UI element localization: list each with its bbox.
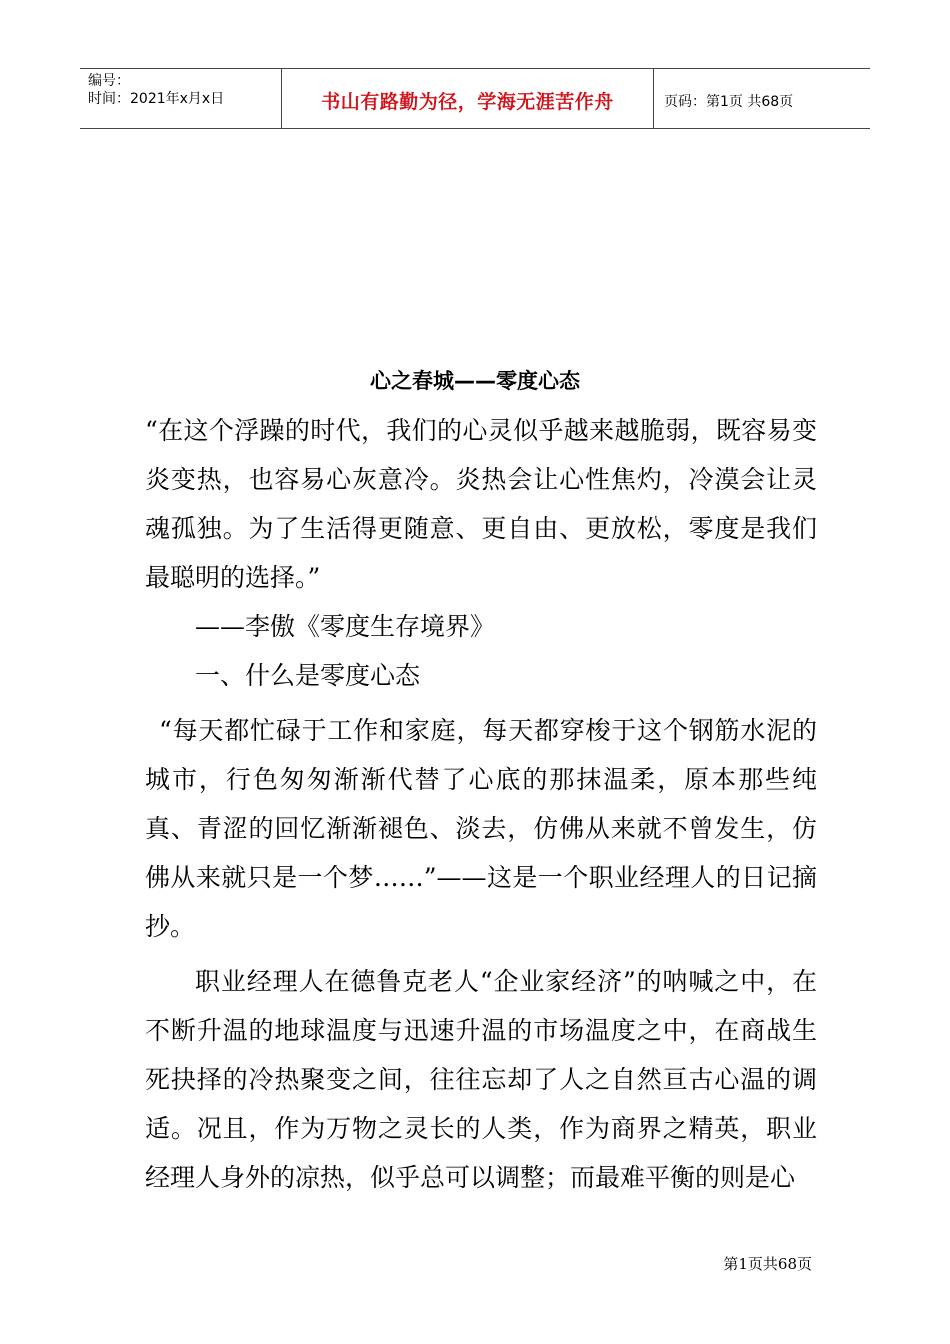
document-title: 心之春城——零度心态 — [370, 369, 580, 393]
header-page-number: 页码：第1页 共68页 — [664, 93, 794, 110]
serial-number-label: 编号： — [88, 73, 130, 89]
body-paragraph: 职业经理人在德鲁克老人“企业家经济”的呐喊之中，在不断升温的地球温度与迅速升温的市场温度之中，在商战生死抉择的冷热聚变之间，往往忘却了人之自然亘古心温的调适。况且，作为万物之灵长的人类，作为商界之精英，职业经理人身外的凉热，似乎总可以调整；而最难平衡的则是心 — [145, 967, 817, 1192]
page-header — [80, 68, 870, 129]
opening-quote-paragraph: “在这个浮躁的时代，我们的心灵似乎越来越脆弱，既容易变炎变热，也容易心灰意冷。炎热会让心性焦灼，冷漠会让灵魂孤独。为了生活得更随意、更自由、更放松，零度是我们最聪明的选择。” — [145, 416, 817, 592]
date-label: 时间：2021年x月x日 — [88, 91, 225, 107]
diary-excerpt-paragraph: “每天都忙碌于工作和家庭，每天都穿梭于这个钢筋水泥的城市，行色匆匆渐渐代替了心底的那抹温柔，原本那些纯真、青涩的回忆渐渐褪色、淡去，仿佛从来就不曾发生，仿佛从来就只是一个梦……”——这是一个职业经理人的日记摘抄。 — [145, 716, 817, 941]
header-meta-cell — [80, 69, 282, 128]
header-motto-cell — [282, 69, 654, 128]
quote-attribution: ——李傲《零度生存境界》 — [195, 612, 496, 641]
header-page-cell — [654, 69, 870, 128]
page-footer: 第1页共68页 — [723, 1255, 812, 1273]
document-body — [145, 406, 817, 1202]
section-heading: 一、什么是零度心态 — [195, 661, 421, 690]
header-motto: 书山有路勤为径，学海无涯苦作舟 — [321, 91, 614, 113]
